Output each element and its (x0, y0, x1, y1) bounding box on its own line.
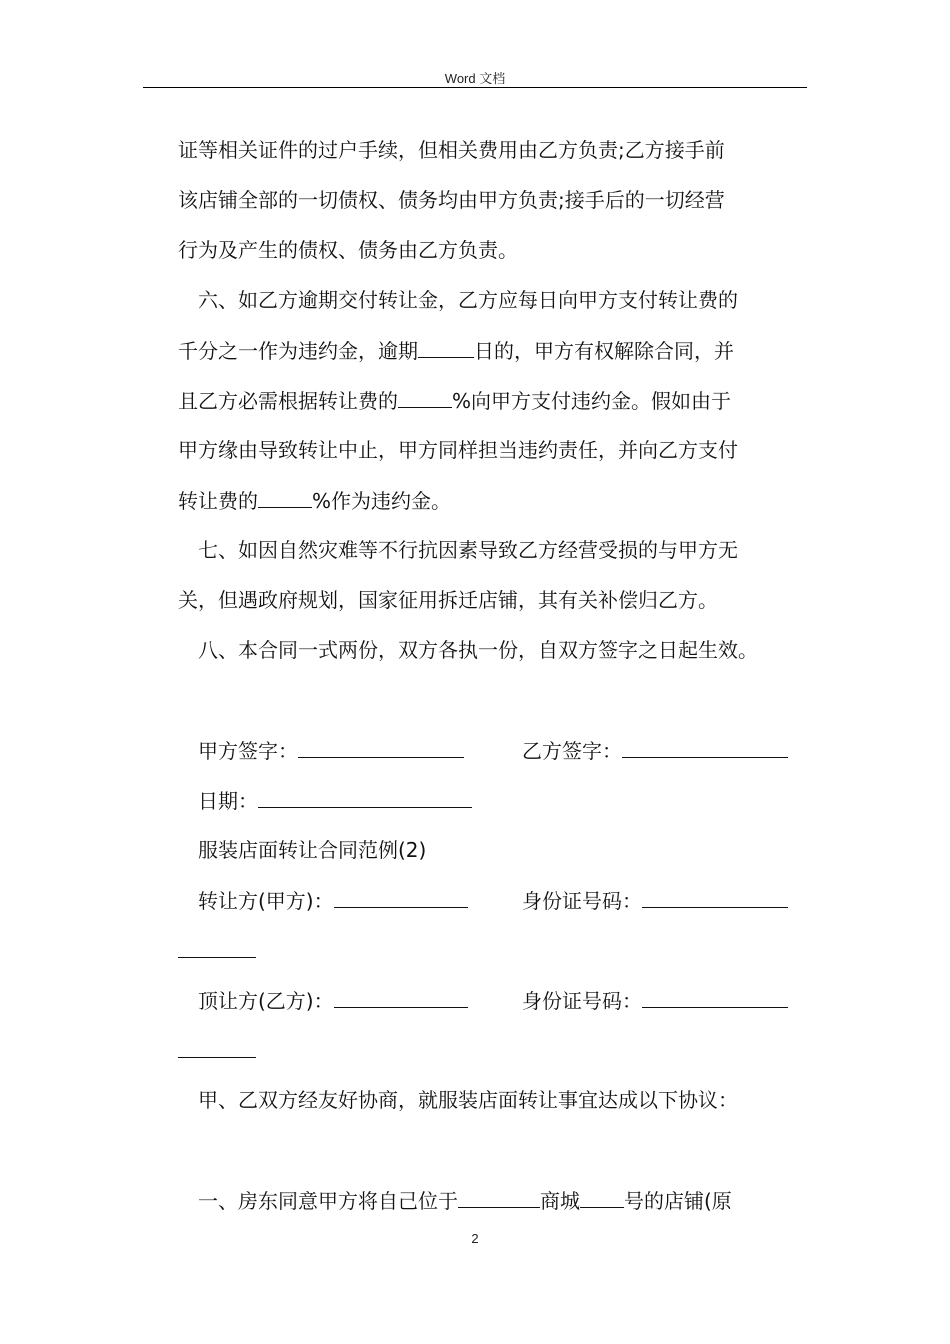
transferor-line (198, 887, 468, 914)
party-a-label: 甲方签字： (198, 739, 298, 763)
id-number-line-1 (522, 887, 788, 914)
text-segment: 号的店铺(原 (624, 1189, 732, 1213)
paragraph-line (178, 487, 451, 514)
text-segment: 商城 (540, 1189, 580, 1213)
id-number-continuation (178, 937, 256, 964)
paragraph-line: 证等相关证件的过户手续，但相关费用由乙方负责;乙方接手前 (178, 138, 725, 162)
transferor-field[interactable] (334, 887, 468, 908)
date-field[interactable] (258, 787, 472, 808)
paragraph-line: 甲方缘由导致转让中止，甲方同样担当违约责任，并向乙方支付 (178, 438, 738, 462)
transferee-line (198, 987, 468, 1014)
clause-seven-line: 七、如因自然灾难等不行抗因素导致乙方经营受损的与甲方无 (198, 538, 738, 562)
text-segment: %向甲方支付违约金。假如由于 (452, 389, 732, 413)
transferee-field[interactable] (334, 987, 468, 1008)
transferor-label: 转让方(甲方)： (198, 889, 334, 913)
text-segment: 日的，甲方有权解除合同，并 (474, 339, 734, 363)
id-number-field-continued[interactable] (178, 937, 256, 958)
text-segment: 转让费的 (178, 489, 258, 513)
party-b-signature (522, 737, 788, 764)
date-label: 日期： (198, 789, 258, 813)
text-segment: 千分之一作为违约金，逾期 (178, 339, 418, 363)
fill-blank[interactable] (398, 387, 452, 408)
agreement-intro: 甲、乙双方经友好协商，就服装店面转让事宜达成以下协议： (198, 1088, 738, 1112)
shop-number-field[interactable] (580, 1187, 624, 1208)
text-segment: 一、房东同意甲方将自己位于 (198, 1189, 458, 1213)
id-number-field[interactable] (642, 887, 788, 908)
id-number-label: 身份证号码： (522, 889, 642, 913)
mall-name-field[interactable] (458, 1187, 540, 1208)
clause-six-line: 六、如乙方逾期交付转让金，乙方应每日向甲方支付转让费的 (198, 288, 738, 312)
id-number-field-continued[interactable] (178, 1037, 256, 1058)
clause-one-line (198, 1187, 732, 1214)
clause-eight-line: 八、本合同一式两份，双方各执一份，自双方签字之日起生效。 (198, 638, 758, 662)
paragraph-line: 关，但遇政府规划，国家征用拆迁店铺，其有关补偿归乙方。 (178, 588, 718, 612)
paragraph-line: 行为及产生的债权、债务由乙方负责。 (178, 238, 518, 262)
page-header: Word 文档 (444, 71, 506, 86)
header-rule (143, 87, 807, 88)
party-b-label: 乙方签字： (522, 739, 622, 763)
date-line (198, 787, 472, 814)
fill-blank[interactable] (418, 337, 474, 358)
party-a-signature-field[interactable] (298, 737, 464, 758)
id-number-line-2 (522, 987, 788, 1014)
fill-blank[interactable] (258, 487, 312, 508)
id-number-field[interactable] (642, 987, 788, 1008)
transferee-label: 顶让方(乙方)： (198, 989, 334, 1013)
text-segment: 且乙方必需根据转让费的 (178, 389, 398, 413)
paragraph-line (178, 337, 734, 364)
id-number-continuation (178, 1037, 256, 1064)
party-a-signature (198, 737, 464, 764)
id-number-label: 身份证号码： (522, 989, 642, 1013)
text-segment: %作为违约金。 (312, 489, 452, 513)
party-b-signature-field[interactable] (622, 737, 788, 758)
paragraph-line: 该店铺全部的一切债权、债务均由甲方负责;接手后的一切经营 (178, 188, 725, 212)
page-number: 2 (471, 1231, 479, 1246)
section-title: 服装店面转让合同范例(2) (198, 838, 427, 862)
paragraph-line (178, 387, 731, 414)
